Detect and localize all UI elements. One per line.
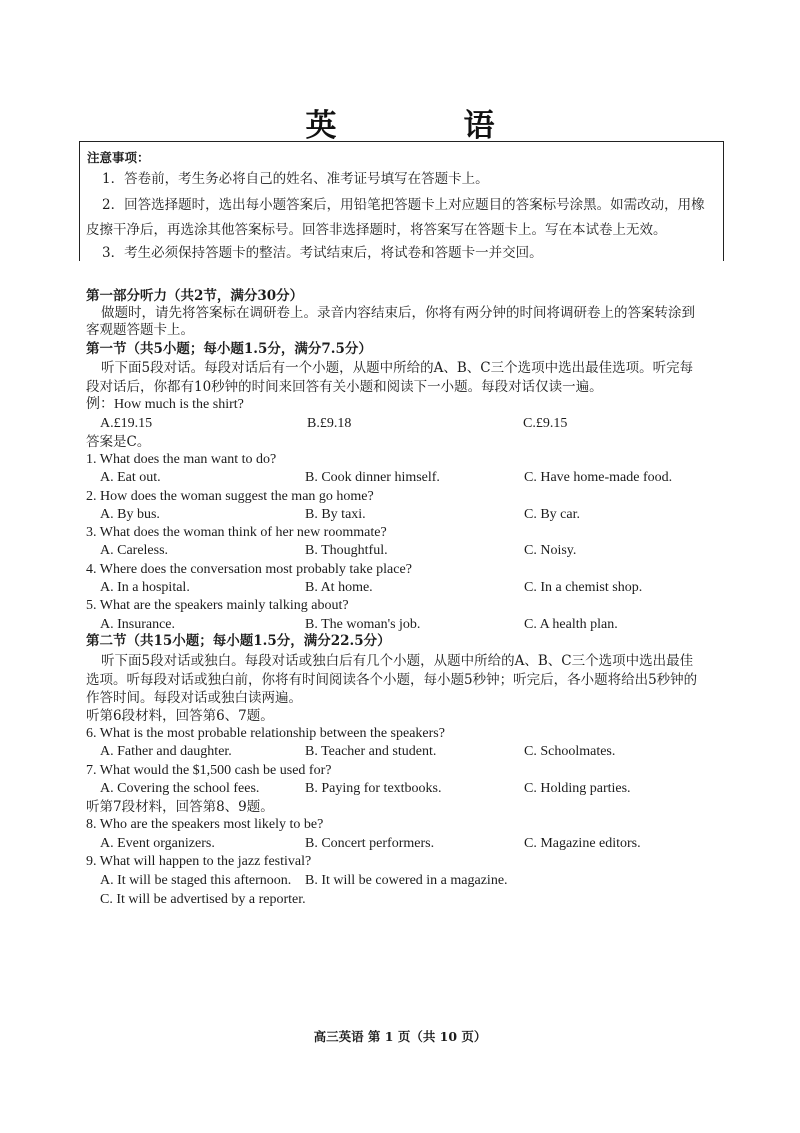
section2-instruction: 听下面5段对话或独白。每段对话或独白后有几个小题，从题中所给的A、B、C三个选项中选出最佳 — [101, 653, 694, 669]
q7-option-c: C. Holding parties. — [524, 781, 631, 796]
q6-option-c: C. Schoolmates. — [524, 744, 616, 759]
q8-option-c: C. Magazine editors. — [524, 836, 641, 851]
material-7-note: 听第7段材料，回答第8、9题。 — [86, 799, 274, 815]
notice-box — [79, 141, 724, 261]
section1-instruction: 听下面5段对话。每段对话后有一个小题，从题中所给的A、B、C三个选项中选出最佳选项。听完每 — [101, 360, 694, 376]
q2-option-c: C. By car. — [524, 507, 580, 522]
notice-item: 3．考生必须保持答题卡的整洁。考试结束后，将试卷和答题卡一并交回。 — [102, 245, 543, 261]
q8-option-a: A. Event organizers. — [100, 836, 215, 851]
example-option-a: A.£19.15 — [100, 416, 153, 431]
page-title: 英 语 — [305, 108, 543, 144]
q5-option-b: B. The woman's job. — [305, 617, 421, 632]
q4-option-c: C. In a chemist shop. — [524, 580, 643, 595]
notice-item: 皮擦干净后，再选涂其他答案标号。回答非选择题时，将答案写在答题卡上。写在本试卷上无效。 — [86, 222, 667, 238]
q6-option-a: A. Father and daughter. — [100, 744, 232, 759]
q1-option-a: A. Eat out. — [100, 470, 161, 485]
question-4: 4. Where does the conversation most probably take place? — [86, 562, 412, 577]
section1-heading: 第一节（共5小题；每小题1.5分，满分7.5分） — [86, 341, 372, 357]
q9-option-a: A. It will be staged this afternoon. — [100, 873, 292, 888]
q3-option-c: C. Noisy. — [524, 543, 577, 558]
q5-option-a: A. Insurance. — [100, 617, 176, 632]
notice-item: 2．回答选择题时，选出每小题答案后，用铅笔把答题卡上对应题目的答案标号涂黑。如需改动，用橡 — [102, 197, 705, 213]
material-6-note: 听第6段材料，回答第6、7题。 — [86, 708, 274, 724]
section1-instruction: 段对话后，你都有10秒钟的时间来回答有关小题和阅读下一小题。每段对话仅读一遍。 — [86, 379, 603, 395]
q5-option-c: C. A health plan. — [524, 617, 618, 632]
q7-option-a: A. Covering the school fees. — [100, 781, 260, 796]
example-option-c: C.£9.15 — [523, 416, 568, 431]
question-7: 7. What would the $1,500 cash be used for? — [86, 763, 332, 778]
example-answer: 答案是C。 — [86, 434, 151, 450]
part1-heading: 第一部分听力（共2节，满分30分） — [86, 288, 304, 304]
q9-option-b: B. It will be cowered in a magazine. — [305, 873, 508, 888]
q7-option-b: B. Paying for textbooks. — [305, 781, 442, 796]
notice-heading: 注意事项： — [87, 150, 150, 165]
question-5: 5. What are the speakers mainly talking about? — [86, 598, 349, 613]
example-question: 例：How much is the shirt? — [86, 397, 244, 412]
q6-option-b: B. Teacher and student. — [305, 744, 437, 759]
q3-option-b: B. Thoughtful. — [305, 543, 388, 558]
q1-option-b: B. Cook dinner himself. — [305, 470, 440, 485]
part1-instruction: 做题时，请先将答案标在调研卷上。录音内容结束后，你将有两分钟的时间将调研卷上的答案转涂到 — [101, 305, 695, 321]
q8-option-b: B. Concert performers. — [305, 836, 435, 851]
q3-option-a: A. Careless. — [100, 543, 169, 558]
question-8: 8. Who are the speakers most likely to be? — [86, 817, 324, 832]
page-footer: 高三英语 第 1 页（共 10 页） — [313, 1029, 487, 1044]
section2-instruction: 作答时间。每段对话或独白读两遍。 — [86, 690, 302, 706]
question-1: 1. What does the man want to do? — [86, 452, 277, 467]
question-3: 3. What does the woman think of her new roommate? — [86, 525, 387, 540]
q1-option-c: C. Have home-made food. — [524, 470, 673, 485]
q2-option-b: B. By taxi. — [305, 507, 366, 522]
q9-option-c: C. It will be advertised by a reporter. — [100, 892, 306, 907]
example-option-b: B.£9.18 — [307, 416, 352, 431]
question-2: 2. How does the woman suggest the man go home? — [86, 489, 374, 504]
question-6: 6. What is the most probable relationship between the speakers? — [86, 726, 445, 741]
section2-instruction: 选项。听每段对话或独白前，你将有时间阅读各个小题，每小题5秒钟；听完后，各小题将给出5秒钟的 — [86, 672, 698, 688]
q2-option-a: A. By bus. — [100, 507, 160, 522]
q4-option-a: A. In a hospital. — [100, 580, 190, 595]
part1-instruction: 客观题答题卡上。 — [86, 322, 194, 338]
question-9: 9. What will happen to the jazz festival? — [86, 854, 312, 869]
section2-heading: 第二节（共15小题；每小题1.5分，满分22.5分） — [86, 633, 391, 649]
notice-item: 1．答卷前，考生务必将自己的姓名、准考证号填写在答题卡上。 — [102, 171, 489, 187]
q4-option-b: B. At home. — [305, 580, 373, 595]
